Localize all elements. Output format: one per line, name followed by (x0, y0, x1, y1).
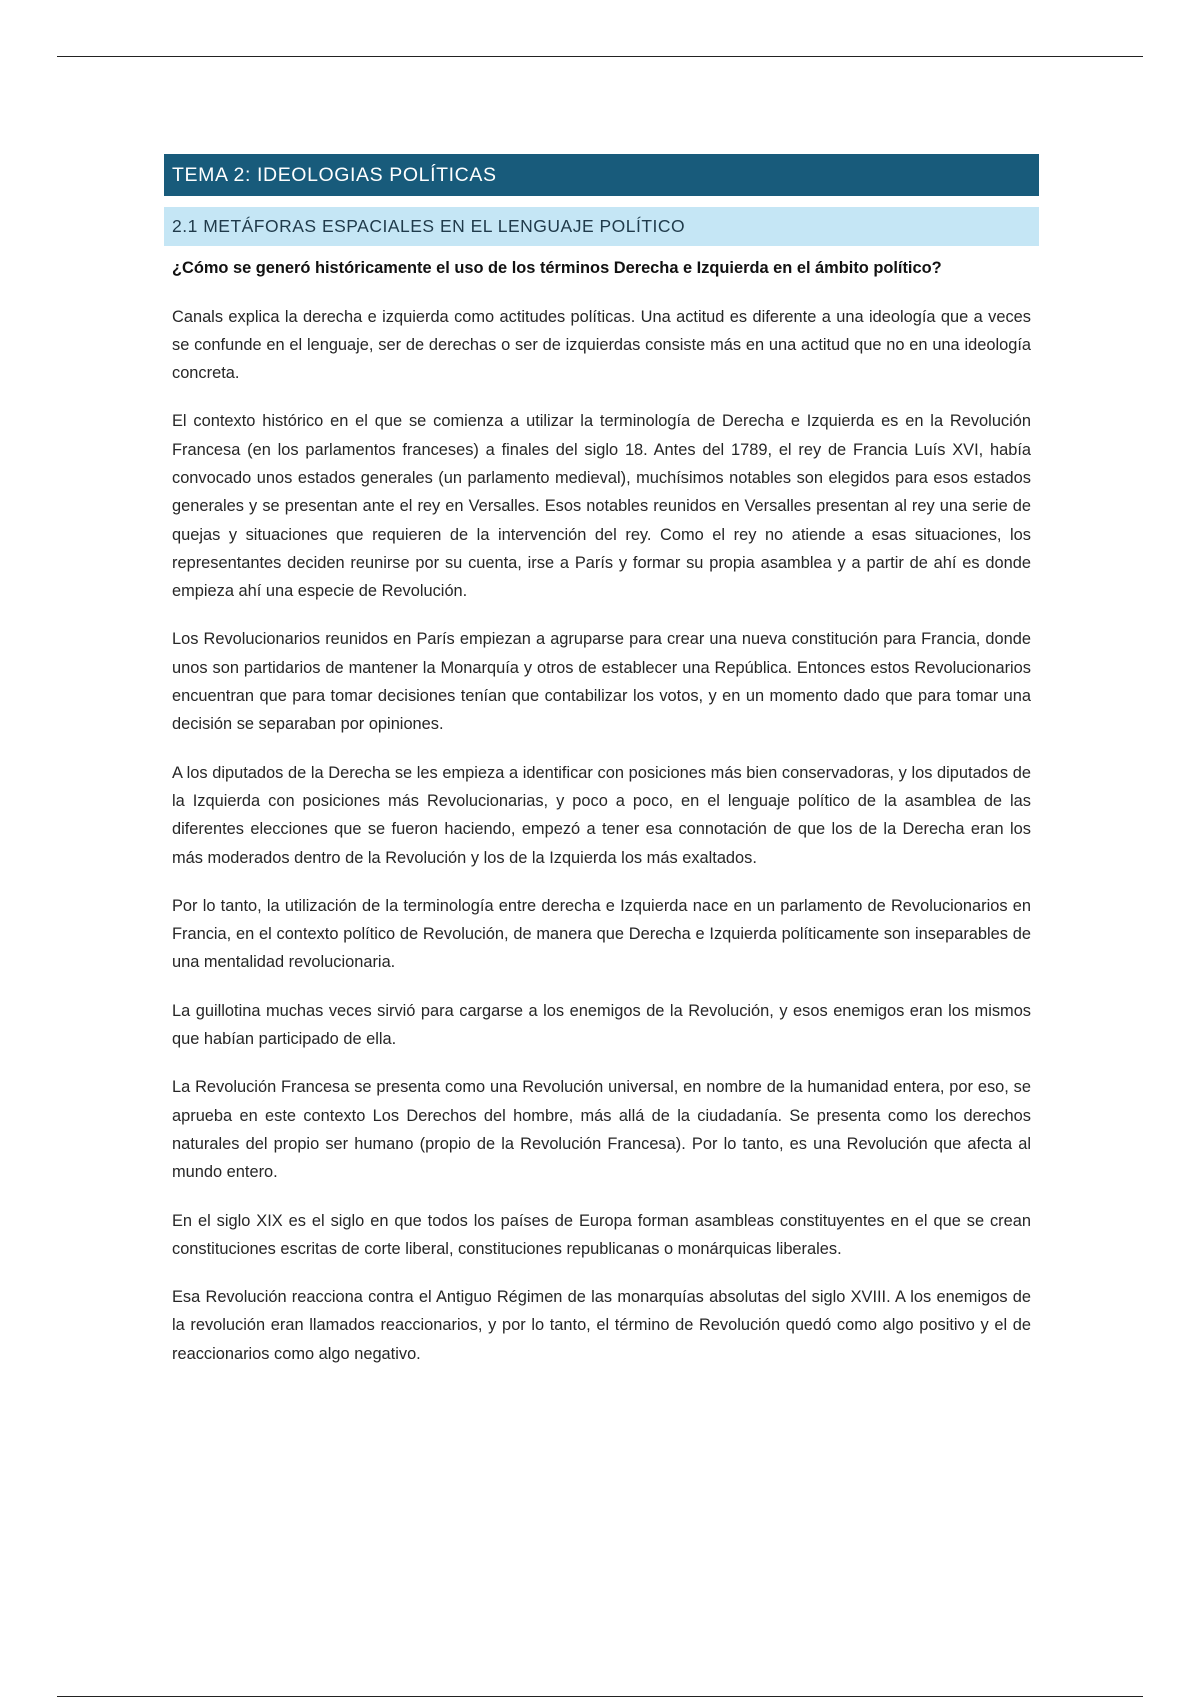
paragraph-3: Los Revolucionarios reunidos en París empiezan a agruparse para crear una nueva constitución para Francia, donde unos son partidarios de mantener la Monarquía y otros de establecer una República. Entonces estos Revolucionarios encuentran que para tomar decisiones tenían que contabilizar los votos, y en un momento dado que para tomar una decisión se separaban por opiniones. (172, 630, 1031, 734)
section-question: ¿Cómo se generó históricamente el uso de los términos Derecha e Izquierda en el ámbito político? (172, 259, 942, 277)
footer-rule (57, 1696, 1143, 1697)
paragraph-6: La guillotina muchas veces sirvió para cargarse a los enemigos de la Revolución, y esos enemigos eran los mismos que habían participado de ella. (172, 1001, 1031, 1049)
section-heading: 2.1 METÁFORAS ESPACIALES EN EL LENGUAJE POLÍTICO (164, 207, 1039, 246)
paragraph-2: El contexto histórico en el que se comienza a utilizar la terminología de Derecha e Izquierda es en la Revolución Francesa (en los parlamentos franceses) a finales del siglo 18. Antes del 1789, el rey de Francia Luís XVI, había convocado unos estados generales (un parlamento medieval), muchísimos notables son elegidos para esos estados generales y se presentan ante el rey en Versalles. Esos notables reunidos en Versalles presentan al rey una serie de quejas y situaciones que requieren de la intervención del rey. Como el rey no atiende a esas situaciones, los representantes deciden reunirse por su cuenta, irse a París y formar su propia asamblea y a partir de ahí es donde empieza ahí una especie de Revolución. (172, 412, 1031, 601)
header-rule (57, 56, 1143, 57)
paragraph-5: Por lo tanto, la utilización de la terminología entre derecha e Izquierda nace en un parlamento de Revolucionarios en Francia, en el contexto político de Revolución, de manera que Derecha e Izquierda políticamente son inseparables de una mentalidad revolucionaria. (172, 896, 1031, 972)
paragraph-8: En el siglo XIX es el siglo en que todos los países de Europa forman asambleas constituyentes en el que se crean constituciones escritas de corte liberal, constituciones republicanas o monárquicas liberales. (172, 1211, 1031, 1258)
paragraph-9: Esa Revolución reacciona contra el Antiguo Régimen de las monarquías absolutas del siglo XVIII. A los enemigos de la revolución eran llamados reaccionarios, y por lo tanto, el término de Revolución quedó como algo positivo y el de reaccionarios como algo negativo. (172, 1288, 1031, 1363)
paragraph-7: La Revolución Francesa se presenta como una Revolución universal, en nombre de la humanidad entera, por eso, se aprueba en este contexto Los Derechos del hombre, más allá de la ciudadanía. Se presenta como los derechos naturales del propio ser humano (propio de la Revolución Francesa). Por lo tanto, es una Revolución que afecta al mundo entero. (172, 1078, 1031, 1182)
paragraph-4: A los diputados de la Derecha se les empieza a identificar con posiciones más bien conservadoras, y los diputados de la Izquierda con posiciones más Revolucionarias, y poco a poco, en el lenguaje político de la asamblea de las diferentes elecciones que se fueron haciendo, empezó a tener esa connotación de que los de la Derecha eran los más moderados dentro de la Revolución y los de la Izquierda los más exaltados. (172, 763, 1031, 867)
chapter-heading: TEMA 2: IDEOLOGIAS POLÍTICAS (164, 154, 1039, 196)
document-content (164, 154, 1039, 1368)
section-body (164, 254, 1039, 1368)
paragraph-1: Canals explica la derecha e izquierda como actitudes políticas. Una actitud es diferente a una ideología que a veces se confunde en el lenguaje, ser de derechas o ser de izquierdas consiste más en una actitud que no en una ideología concreta. (172, 307, 1031, 383)
